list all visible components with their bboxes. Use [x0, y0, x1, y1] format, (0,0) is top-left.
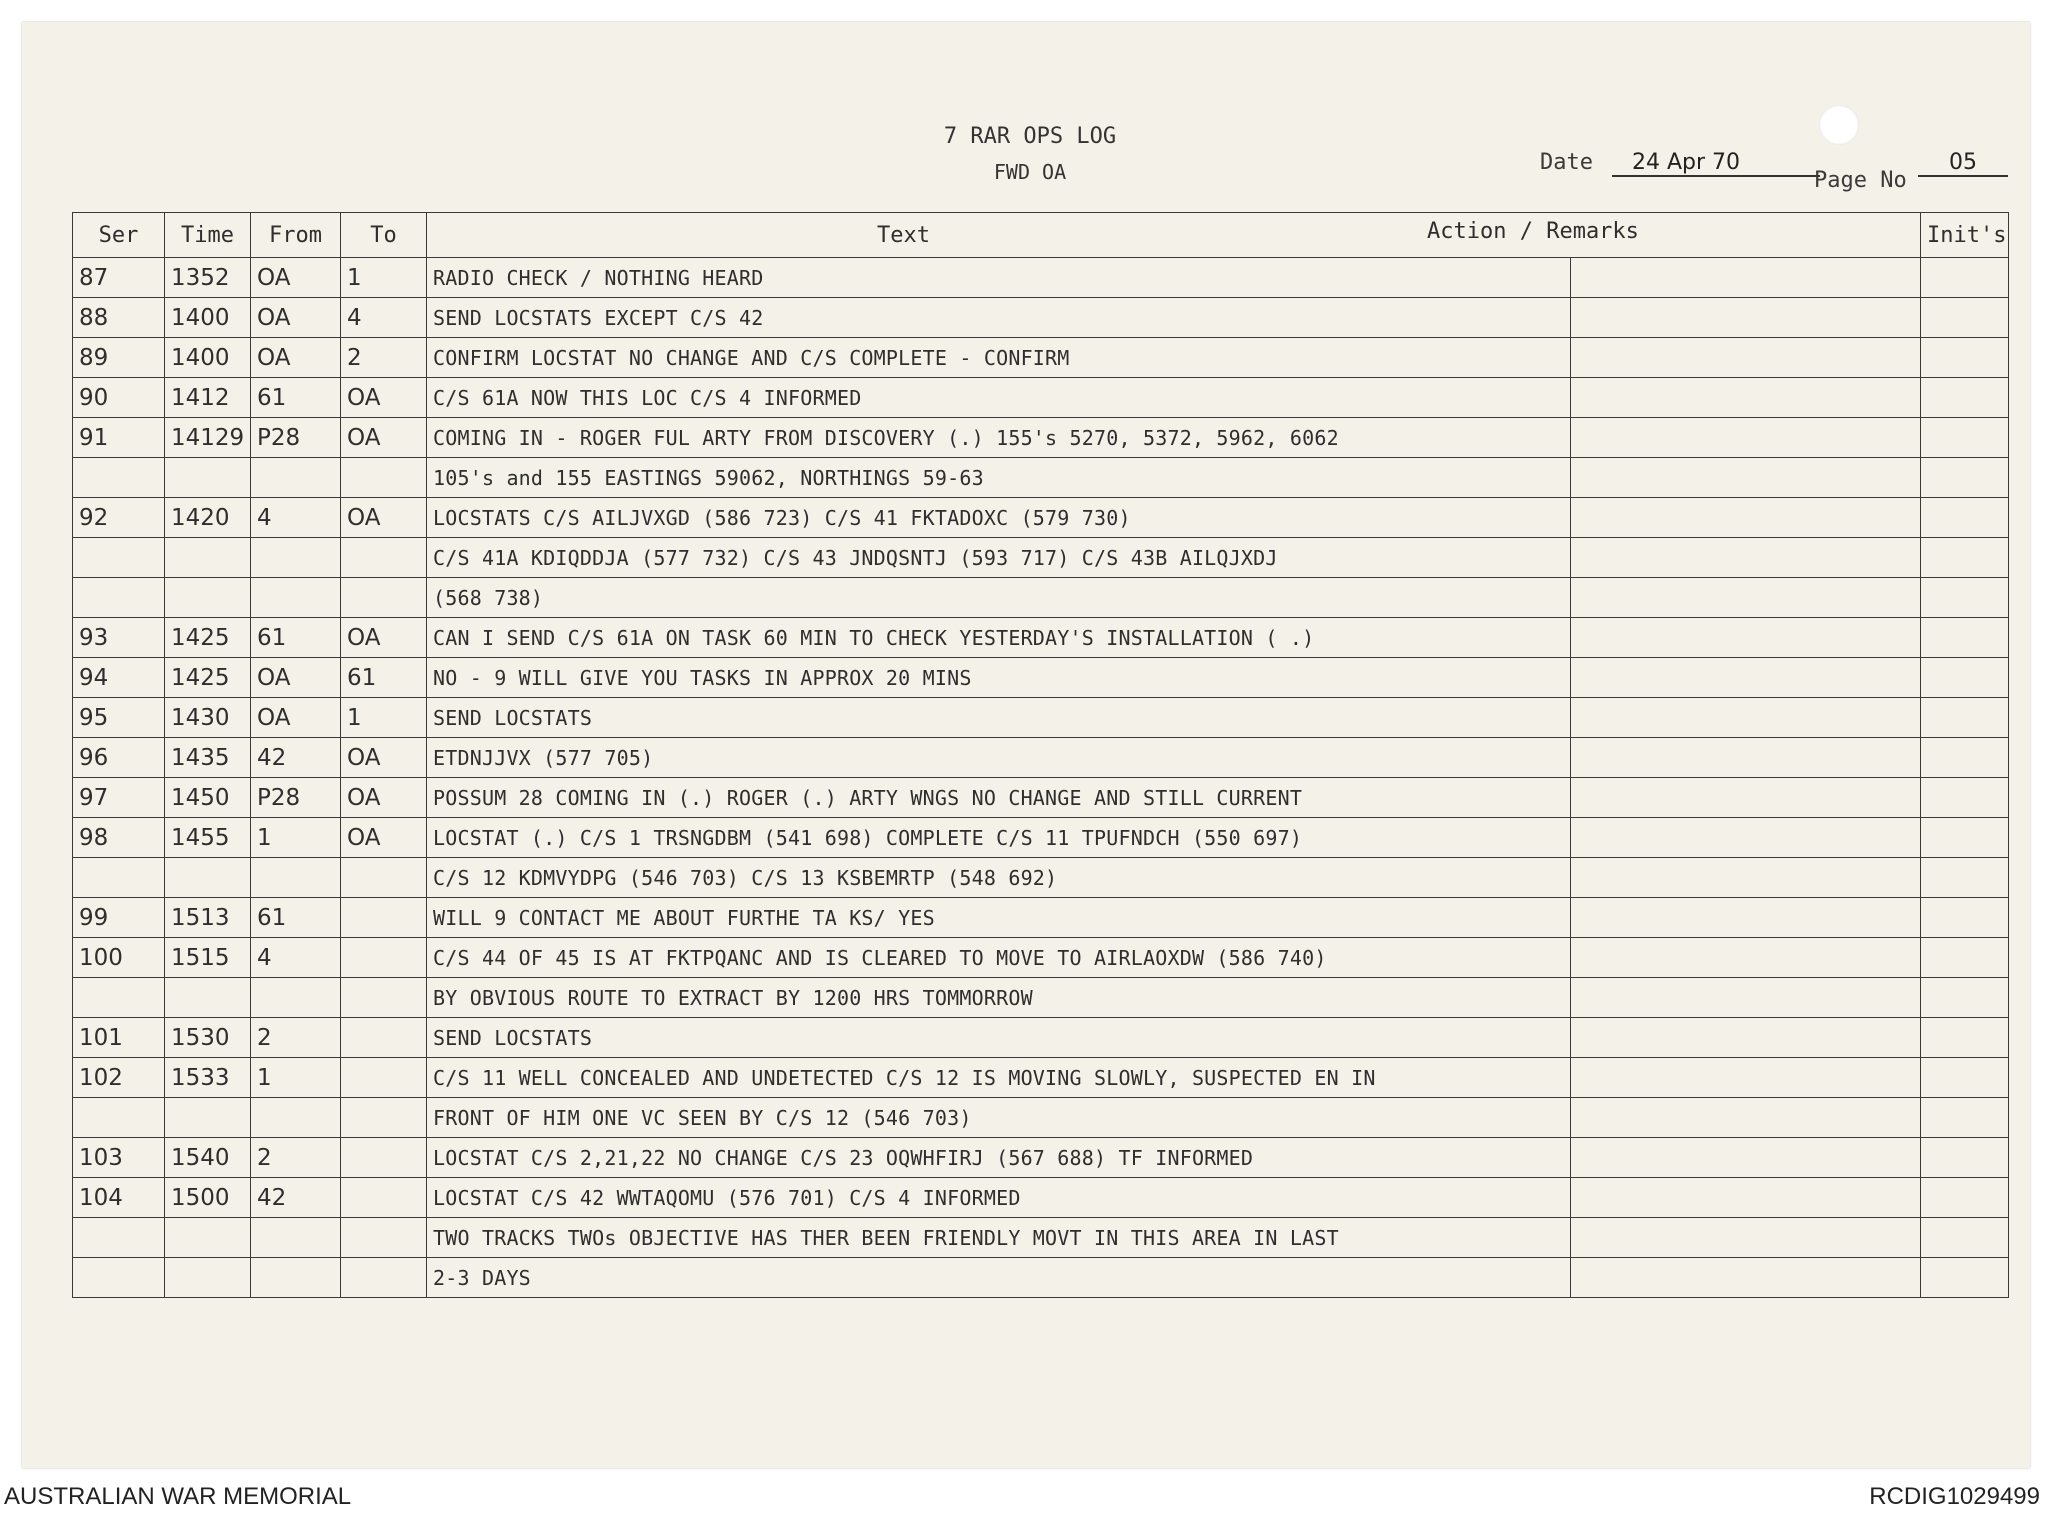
cell-action [1571, 538, 1921, 578]
cell-time: 1450 [165, 778, 251, 818]
cell-to [341, 978, 427, 1018]
cell-time: 1540 [165, 1138, 251, 1178]
cell-from [251, 538, 341, 578]
cell-time: 14129 [165, 418, 251, 458]
cell-text: (568 738) [427, 578, 1571, 618]
cell-time: 1530 [165, 1018, 251, 1058]
table-row [73, 818, 2009, 858]
table-row [73, 898, 2009, 938]
cell-to: 4 [341, 298, 427, 338]
cell-action [1571, 1098, 1921, 1138]
cell-ser: 97 [73, 778, 165, 818]
cell-action [1571, 738, 1921, 778]
cell-inits [1921, 1218, 2009, 1258]
cell-from: 42 [251, 1178, 341, 1218]
cell-action [1571, 498, 1921, 538]
table-row [73, 1218, 2009, 1258]
col-header-inits: Init's [1921, 213, 2009, 258]
cell-inits [1921, 498, 2009, 538]
cell-inits [1921, 258, 2009, 298]
col-header-text-action [427, 213, 1921, 258]
cell-inits [1921, 1098, 2009, 1138]
table-row [73, 1178, 2009, 1218]
cell-inits [1921, 298, 2009, 338]
footer-record-id: RCDIG1029499 [1869, 1483, 2040, 1510]
cell-ser [73, 1098, 165, 1138]
cell-from: 2 [251, 1138, 341, 1178]
cell-ser: 96 [73, 738, 165, 778]
cell-inits [1921, 978, 2009, 1018]
cell-inits [1921, 338, 2009, 378]
table-row [73, 938, 2009, 978]
cell-to [341, 1018, 427, 1058]
cell-to: OA [341, 618, 427, 658]
cell-to [341, 938, 427, 978]
cell-inits [1921, 698, 2009, 738]
cell-from [251, 858, 341, 898]
cell-text: CONFIRM LOCSTAT NO CHANGE AND C/S COMPLETE - CONFIRM [427, 338, 1571, 378]
cell-inits [1921, 618, 2009, 658]
cell-action [1571, 978, 1921, 1018]
cell-ser: 89 [73, 338, 165, 378]
cell-ser [73, 538, 165, 578]
cell-ser: 102 [73, 1058, 165, 1098]
table-row [73, 698, 2009, 738]
cell-text: 2-3 DAYS [427, 1258, 1571, 1298]
cell-ser: 104 [73, 1178, 165, 1218]
table-row [73, 1098, 2009, 1138]
cell-to: OA [341, 818, 427, 858]
cell-ser: 87 [73, 258, 165, 298]
cell-action [1571, 418, 1921, 458]
table-row [73, 578, 2009, 618]
cell-inits [1921, 458, 2009, 498]
cell-text: C/S 41A KDIQDDJA (577 732) C/S 43 JNDQSNTJ (593 717) C/S 43B AILQJXDJ [427, 538, 1571, 578]
col-header-from: From [251, 213, 341, 258]
cell-text: LOCSTAT C/S 42 WWTAQOMU (576 701) C/S 4 INFORMED [427, 1178, 1571, 1218]
cell-from: P28 [251, 778, 341, 818]
cell-from: OA [251, 298, 341, 338]
cell-time: 1500 [165, 1178, 251, 1218]
table-row [73, 978, 2009, 1018]
table-row [73, 738, 2009, 778]
cell-text: C/S 61A NOW THIS LOC C/S 4 INFORMED [427, 378, 1571, 418]
table-row [73, 298, 2009, 338]
cell-ser: 91 [73, 418, 165, 458]
col-header-to: To [341, 213, 427, 258]
cell-inits [1921, 818, 2009, 858]
cell-ser: 99 [73, 898, 165, 938]
cell-action [1571, 618, 1921, 658]
cell-text: CAN I SEND C/S 61A ON TASK 60 MIN TO CHECK YESTERDAY'S INSTALLATION ( .) [427, 618, 1571, 658]
cell-text: POSSUM 28 COMING IN (.) ROGER (.) ARTY WNGS NO CHANGE AND STILL CURRENT [427, 778, 1571, 818]
cell-time: 1455 [165, 818, 251, 858]
cell-time: 1515 [165, 938, 251, 978]
cell-from: 1 [251, 818, 341, 858]
cell-to [341, 1178, 427, 1218]
cell-time: 1352 [165, 258, 251, 298]
cell-ser [73, 978, 165, 1018]
col-header-time: Time [165, 213, 251, 258]
cell-from: 42 [251, 738, 341, 778]
cell-text: C/S 44 OF 45 IS AT FKTPQANC AND IS CLEARED TO MOVE TO AIRLAOXDW (586 740) [427, 938, 1571, 978]
cell-action [1571, 578, 1921, 618]
cell-inits [1921, 1138, 2009, 1178]
cell-to [341, 458, 427, 498]
cell-ser: 101 [73, 1018, 165, 1058]
cell-from [251, 1218, 341, 1258]
cell-inits [1921, 658, 2009, 698]
cell-action [1571, 818, 1921, 858]
cell-text: WILL 9 CONTACT ME ABOUT FURTHE TA KS/ YES [427, 898, 1571, 938]
cell-text: C/S 11 WELL CONCEALED AND UNDETECTED C/S 12 IS MOVING SLOWLY, SUSPECTED EN IN [427, 1058, 1571, 1098]
cell-action [1571, 1138, 1921, 1178]
cell-ser: 88 [73, 298, 165, 338]
cell-text: RADIO CHECK / NOTHING HEARD [427, 258, 1571, 298]
cell-action [1571, 1018, 1921, 1058]
cell-inits [1921, 1258, 2009, 1298]
cell-inits [1921, 578, 2009, 618]
cell-text: ETDNJJVX (577 705) [427, 738, 1571, 778]
cell-text: TWO TRACKS TWOs OBJECTIVE HAS THER BEEN FRIENDLY MOVT IN THIS AREA IN LAST [427, 1218, 1571, 1258]
cell-action [1571, 298, 1921, 338]
cell-text: LOCSTAT C/S 2,21,22 NO CHANGE C/S 23 OQWHFIRJ (567 688) TF INFORMED [427, 1138, 1571, 1178]
cell-inits [1921, 938, 2009, 978]
cell-time: 1420 [165, 498, 251, 538]
cell-ser: 103 [73, 1138, 165, 1178]
table-row [73, 858, 2009, 898]
footer-source: AUSTRALIAN WAR MEMORIAL [4, 1483, 352, 1510]
table-row [73, 618, 2009, 658]
cell-text: SEND LOCSTATS [427, 1018, 1571, 1058]
document-subtitle: FWD OA [993, 160, 1067, 184]
cell-from: 61 [251, 378, 341, 418]
table-row [73, 538, 2009, 578]
cell-inits [1921, 1058, 2009, 1098]
cell-ser: 94 [73, 658, 165, 698]
table-row [73, 338, 2009, 378]
table-row [73, 658, 2009, 698]
cell-text: SEND LOCSTATS EXCEPT C/S 42 [427, 298, 1571, 338]
cell-text: LOCSTAT (.) C/S 1 TRSNGDBM (541 698) COMPLETE C/S 11 TPUFNDCH (550 697) [427, 818, 1571, 858]
cell-ser: 100 [73, 938, 165, 978]
cell-from: OA [251, 258, 341, 298]
cell-action [1571, 1178, 1921, 1218]
cell-time: 1425 [165, 618, 251, 658]
cell-from [251, 978, 341, 1018]
cell-from [251, 1098, 341, 1138]
cell-inits [1921, 538, 2009, 578]
cell-to: OA [341, 418, 427, 458]
date-value: 24 Apr 70 [1612, 150, 1820, 177]
col-header-ser: Ser [73, 213, 165, 258]
cell-time: 1430 [165, 698, 251, 738]
cell-time [165, 1218, 251, 1258]
cell-to [341, 1058, 427, 1098]
cell-time [165, 1098, 251, 1138]
cell-from [251, 578, 341, 618]
cell-to [341, 858, 427, 898]
cell-from: 4 [251, 498, 341, 538]
cell-inits [1921, 778, 2009, 818]
cell-from [251, 1258, 341, 1298]
cell-inits [1921, 378, 2009, 418]
cell-to: 2 [341, 338, 427, 378]
cell-action [1571, 858, 1921, 898]
cell-action [1571, 378, 1921, 418]
table-row [73, 418, 2009, 458]
cell-time: 1435 [165, 738, 251, 778]
table-row [73, 258, 2009, 298]
cell-ser [73, 858, 165, 898]
cell-text: LOCSTATS C/S AILJVXGD (586 723) C/S 41 FKTADOXC (579 730) [427, 498, 1571, 538]
cell-inits [1921, 738, 2009, 778]
cell-inits [1921, 418, 2009, 458]
cell-text: NO - 9 WILL GIVE YOU TASKS IN APPROX 20 MINS [427, 658, 1571, 698]
cell-ser: 98 [73, 818, 165, 858]
table-row [73, 1058, 2009, 1098]
cell-to: 1 [341, 258, 427, 298]
table-header-row [73, 213, 2009, 258]
cell-time [165, 978, 251, 1018]
cell-from: 2 [251, 1018, 341, 1058]
cell-action [1571, 658, 1921, 698]
cell-text: SEND LOCSTATS [427, 698, 1571, 738]
cell-action [1571, 1218, 1921, 1258]
cell-action [1571, 1258, 1921, 1298]
cell-to [341, 1098, 427, 1138]
cell-action [1571, 1058, 1921, 1098]
cell-inits [1921, 1178, 2009, 1218]
col-header-text: Text [877, 223, 930, 248]
cell-to [341, 898, 427, 938]
cell-time: 1513 [165, 898, 251, 938]
document-title: 7 RAR OPS LOG [943, 124, 1117, 149]
cell-from: OA [251, 338, 341, 378]
cell-time [165, 538, 251, 578]
cell-to [341, 1218, 427, 1258]
cell-action [1571, 458, 1921, 498]
page-number-value: 05 [1918, 150, 2008, 177]
cell-from [251, 458, 341, 498]
cell-ser: 95 [73, 698, 165, 738]
cell-inits [1921, 858, 2009, 898]
cell-ser [73, 458, 165, 498]
cell-from: 4 [251, 938, 341, 978]
cell-to [341, 578, 427, 618]
cell-from: 61 [251, 618, 341, 658]
cell-from: P28 [251, 418, 341, 458]
table-row [73, 1018, 2009, 1058]
cell-to [341, 1258, 427, 1298]
cell-ser [73, 1258, 165, 1298]
cell-inits [1921, 1018, 2009, 1058]
cell-to [341, 1138, 427, 1178]
cell-to: 61 [341, 658, 427, 698]
col-header-action: Action / Remarks [1427, 219, 1639, 244]
cell-text: FRONT OF HIM ONE VC SEEN BY C/S 12 (546 703) [427, 1098, 1571, 1138]
cell-text: C/S 12 KDMVYDPG (546 703) C/S 13 KSBEMRTP (548 692) [427, 858, 1571, 898]
cell-to: 1 [341, 698, 427, 738]
cell-from: OA [251, 698, 341, 738]
cell-to: OA [341, 778, 427, 818]
table-row [73, 778, 2009, 818]
cell-action [1571, 898, 1921, 938]
cell-time [165, 1258, 251, 1298]
table-row [73, 498, 2009, 538]
cell-to: OA [341, 738, 427, 778]
cell-to: OA [341, 378, 427, 418]
cell-ser: 93 [73, 618, 165, 658]
cell-action [1571, 778, 1921, 818]
cell-text: COMING IN - ROGER FUL ARTY FROM DISCOVERY (.) 155's 5270, 5372, 5962, 6062 [427, 418, 1571, 458]
cell-time [165, 578, 251, 618]
table-row [73, 1258, 2009, 1298]
cell-from: 61 [251, 898, 341, 938]
page-number-label: Page No [1814, 168, 1907, 193]
cell-ser: 92 [73, 498, 165, 538]
cell-from: OA [251, 658, 341, 698]
punch-hole [1819, 105, 1859, 145]
cell-to: OA [341, 498, 427, 538]
cell-time [165, 858, 251, 898]
cell-ser [73, 578, 165, 618]
cell-time: 1400 [165, 298, 251, 338]
cell-time: 1425 [165, 658, 251, 698]
ops-log-table [72, 212, 2009, 1298]
cell-ser: 90 [73, 378, 165, 418]
cell-text: 105's and 155 EASTINGS 59062, NORTHINGS 59-63 [427, 458, 1571, 498]
cell-action [1571, 698, 1921, 738]
table-row [73, 378, 2009, 418]
cell-time: 1412 [165, 378, 251, 418]
table-row [73, 1138, 2009, 1178]
cell-time: 1400 [165, 338, 251, 378]
cell-action [1571, 258, 1921, 298]
table-row [73, 458, 2009, 498]
cell-action [1571, 338, 1921, 378]
date-label: Date [1540, 150, 1593, 175]
cell-to [341, 538, 427, 578]
cell-time: 1533 [165, 1058, 251, 1098]
cell-text: BY OBVIOUS ROUTE TO EXTRACT BY 1200 HRS TOMMORROW [427, 978, 1571, 1018]
cell-from: 1 [251, 1058, 341, 1098]
cell-ser [73, 1218, 165, 1258]
cell-inits [1921, 898, 2009, 938]
cell-action [1571, 938, 1921, 978]
cell-time [165, 458, 251, 498]
